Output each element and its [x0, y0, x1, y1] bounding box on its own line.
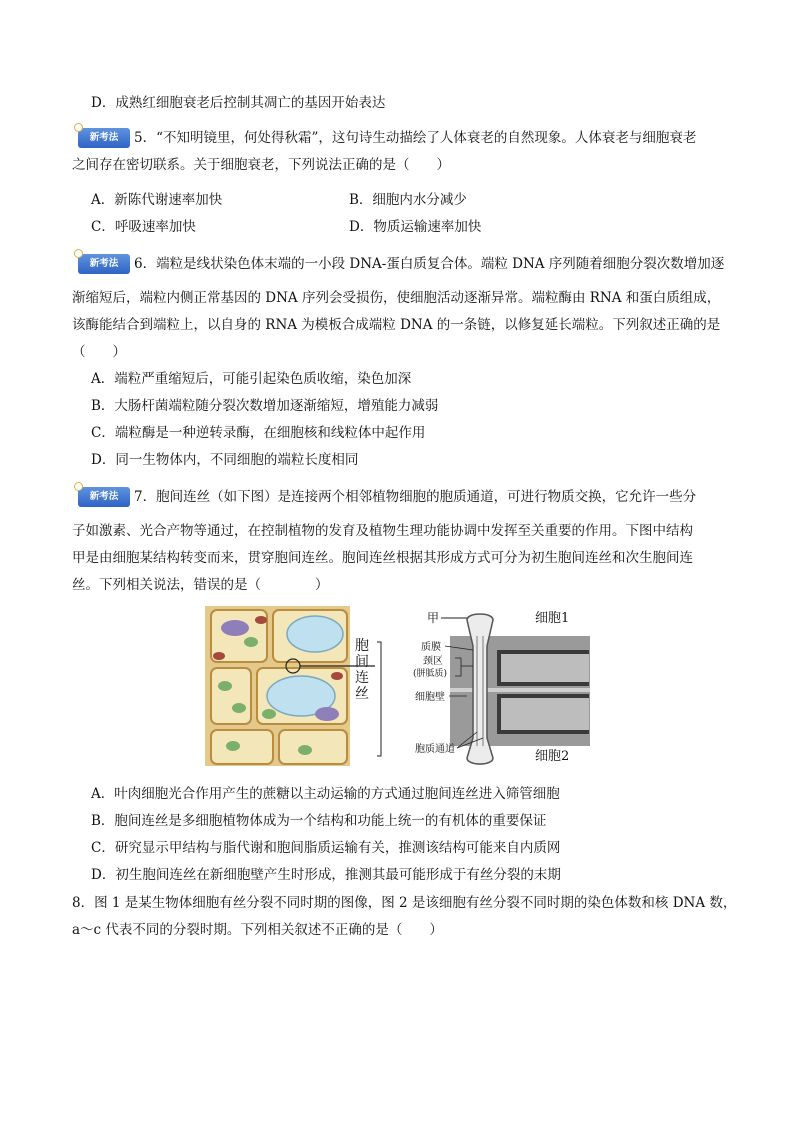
q6-option-c: C．端粒酶是一种逆转录酶，在细胞核和线粒体中起作用 — [91, 425, 426, 441]
q5-option-b: B．细胞内水分减少 — [349, 192, 467, 208]
label-zhimo: 质膜 — [421, 642, 441, 653]
q6-stem-line4: （ ） — [72, 344, 126, 360]
q7-option-a: A．叶肉细胞光合作用产生的蔗糖以主动运输的方式通过胞间连丝进入筛管细胞 — [91, 786, 560, 802]
q7-option-b: B．胞间连丝是多细胞植物体成为一个结构和功能上统一的有机体的重要保证 — [91, 813, 547, 829]
q5-option-c: C．呼吸速率加快 — [91, 219, 196, 235]
new-exam-badge: 新考法 — [78, 128, 130, 148]
cross-section-diagram — [450, 614, 590, 764]
new-exam-badge: 新考法 — [78, 254, 130, 274]
q7-stem-line3: 甲是由细胞某结构转变而来，贯穿胞间连丝。胞间连丝根据其形成方式可分为初生胞间连丝和次生胞间连 — [72, 550, 693, 566]
figure-side-label-4: 丝 — [355, 686, 369, 702]
q7-stem-line1: 7．胞间连丝（如下图）是连接两个相邻植物细胞的胞质通道，可进行物质交换，它允许一些分 — [134, 489, 697, 505]
figure-side-label-2: 间 — [355, 654, 369, 670]
new-exam-badge: 新考法 — [78, 487, 130, 507]
q7-stem-line2: 子如激素、光合产物等通过，在控制植物的发育及植物生理功能协调中发挥至关重要的作用。下图中结构 — [72, 523, 693, 539]
figure-side-label-1: 胞 — [355, 638, 369, 654]
q6-option-a: A．端粒严重缩短后，可能引起染色质收缩，染色加深 — [91, 371, 412, 387]
plant-tissue-illustration — [205, 606, 375, 766]
q4-option-d: D．成熟红细胞衰老后控制其凋亡的基因开始表达 — [91, 95, 386, 111]
label-jingqu: 颈区 — [423, 656, 443, 667]
q5-stem-line1: 5．“不知明镜里，何处得秋霜”，这句诗生动描绘了人体衰老的自然现象。人体衰老与细胞衰老 — [134, 130, 697, 146]
plasmodesmata-figure — [205, 606, 605, 766]
q6-stem-line1: 6．端粒是线状染色体末端的一小段 DNA-蛋白质复合体。端粒 DNA 序列随着细胞分裂次数增加逐 — [134, 256, 725, 272]
q7-option-d: D．初生胞间连丝在新细胞壁产生时形成，推测其最可能形成于有丝分裂的末期 — [91, 867, 561, 883]
label-pianzhi: (胼胝质) — [413, 669, 448, 679]
q6-option-d: D．同一生物体内，不同细胞的端粒长度相同 — [91, 452, 359, 468]
q8-stem-line2: a～c 代表不同的分裂时期。下列相关叙述不正确的是（ ） — [72, 922, 443, 938]
q6-option-b: B．大肠杆菌端粒随分裂次数增加逐渐缩短，增殖能力减弱 — [91, 398, 439, 414]
label-cell2: 细胞2 — [535, 749, 570, 764]
label-xibaobi: 细胞壁 — [415, 692, 445, 703]
q7-option-c: C．研究显示甲结构与脂代谢和胞间脂质运输有关，推测该结构可能来自内质网 — [91, 840, 561, 856]
q5-stem-line2: 之间存在密切联系。关于细胞衰老，下列说法正确的是（ ） — [72, 157, 450, 173]
label-baozhi-tongdao: 胞质通道 — [415, 744, 455, 755]
q8-stem-line1: 8．图 1 是某生物体细胞有丝分裂不同时期的图像，图 2 是该细胞有丝分裂不同时期的染色体数和核 DNA 数， — [72, 895, 737, 911]
label-jia: 甲 — [427, 611, 440, 625]
q6-stem-line3: 该酶能结合到端粒上，以自身的 RNA 为模板合成端粒 DNA 的一条链，以修复延长端粒。下列叙述正确的是 — [72, 317, 721, 333]
q7-stem-line4: 丝。下列相关说法，错误的是（ ） — [72, 577, 329, 593]
label-cell1: 细胞1 — [535, 611, 570, 626]
q5-option-a: A．新陈代谢速率加快 — [91, 192, 223, 208]
q5-option-d: D．物质运输速率加快 — [349, 219, 482, 235]
q6-stem-line2: 渐缩短后，端粒内侧正常基因的 DNA 序列会受损伤，使细胞活动逐渐异常。端粒酶由 RNA 和蛋白质组成， — [72, 290, 721, 306]
figure-side-label-3: 连 — [355, 670, 369, 686]
